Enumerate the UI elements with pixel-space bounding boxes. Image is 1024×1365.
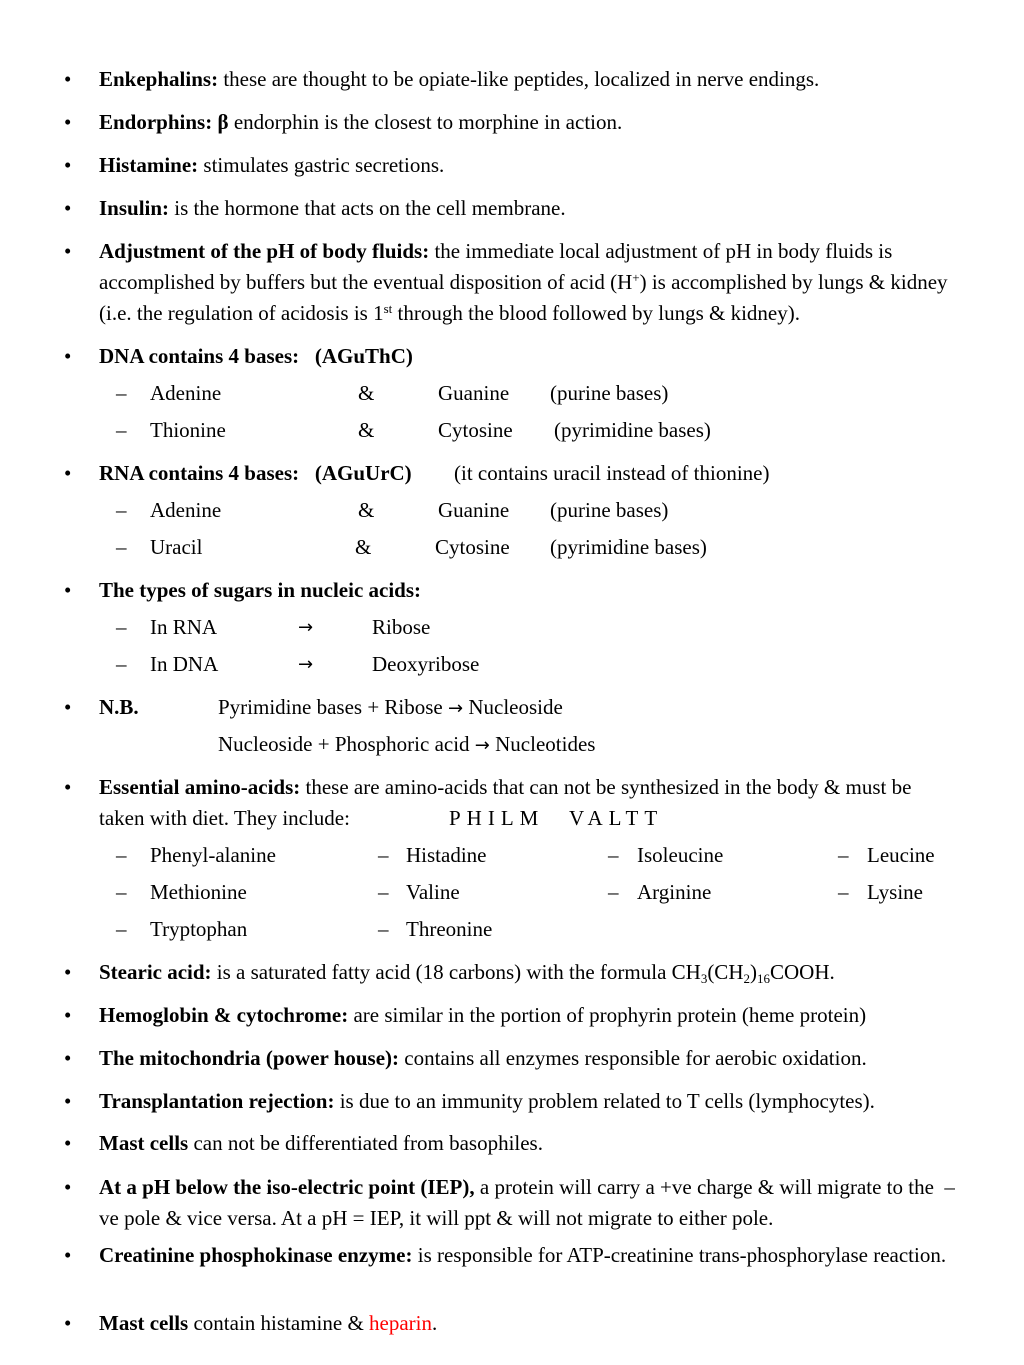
nucleic-acid: In DNA [150, 652, 219, 676]
definition: ) is accomplished by lungs & kidney (i.e. the regulation of acidosis is 1 [99, 270, 948, 325]
bullet: • [64, 1089, 72, 1113]
dash: – [378, 917, 389, 941]
sugar-name: Deoxyribose [372, 652, 480, 676]
ampersand: & [358, 381, 375, 405]
definition: are similar in the portion of prophyrin protein (heme protein) [348, 1003, 867, 1027]
dash: – [116, 917, 127, 941]
sugar-name: Ribose [372, 615, 431, 639]
dash: – [838, 843, 849, 867]
formula-part: ) [749, 960, 757, 984]
term: Essential amino-acids: [99, 775, 301, 799]
sub-item [0, 495, 1024, 526]
dash: – [838, 880, 849, 904]
dash: – [116, 615, 127, 639]
ampersand: & [358, 418, 375, 442]
definition: a protein will carry a +ve charge & will migrate to the – ve pole & vice versa. At a pH = IEP, it will ppt & will not migrate to either pole. [99, 1175, 961, 1230]
definition: endorphin is the closest to morphine in action. [228, 110, 623, 134]
base-name: Guanine [438, 498, 510, 522]
dash: – [116, 880, 127, 904]
mnemonic: PHILM [449, 806, 545, 830]
ampersand: & [358, 498, 375, 522]
definition: contains all enzymes responsible for aerobic oxidation. [399, 1046, 867, 1070]
bullet: • [64, 461, 72, 485]
subscript: 3 [700, 971, 708, 986]
term: Transplantation rejection: [99, 1089, 335, 1113]
amino-acid: Lysine [867, 880, 923, 904]
term: DNA contains 4 bases: (AGuThC) [99, 344, 413, 368]
base-type: (pyrimidine bases) [550, 535, 707, 559]
definition: contain histamine & [188, 1311, 370, 1335]
beta-symbol: β [217, 110, 229, 134]
base-name: Cytosine [435, 535, 510, 559]
bullet: • [64, 196, 72, 220]
dash: – [116, 535, 127, 559]
equation-left: Nucleoside + Phosphoric acid [218, 732, 475, 756]
bullet: • [64, 775, 72, 799]
sub-item [0, 415, 1024, 446]
bullet: • [64, 960, 72, 984]
amino-acid-row [0, 840, 1024, 871]
amino-acid: Tryptophan [150, 917, 248, 941]
dash: – [116, 381, 127, 405]
amino-acid: Valine [406, 880, 460, 904]
term: Stearic acid: [99, 960, 212, 984]
bullet: • [64, 1311, 72, 1335]
bullet: • [64, 344, 72, 368]
bullet: • [64, 67, 72, 91]
base-name: Cytosine [438, 418, 513, 442]
term: Adjustment of the pH of body fluids: [99, 239, 430, 263]
term: The types of sugars in nucleic acids: [99, 578, 422, 602]
right-arrow-icon: → [298, 617, 314, 638]
amino-acid: Isoleucine [637, 843, 724, 867]
sub-item [0, 612, 1024, 643]
dash: – [608, 880, 619, 904]
note: (it contains uracil instead of thionine) [454, 461, 770, 485]
equation-left: Pyrimidine bases + Ribose [218, 695, 448, 719]
dash: – [116, 418, 127, 442]
amino-acid: Methionine [150, 880, 247, 904]
sub-item [0, 649, 1024, 680]
dash: – [378, 880, 389, 904]
term: Insulin: [99, 196, 170, 220]
amino-acid-row [0, 914, 1024, 945]
bullet: • [64, 153, 72, 177]
term: At a pH below the iso-electric point (IEP), [99, 1175, 475, 1199]
term: Hemoglobin & cytochrome: [99, 1003, 349, 1027]
definition: is the hormone that acts on the cell membrane. [169, 196, 566, 220]
term: The mitochondria (power house): [99, 1046, 400, 1070]
base-name: Adenine [150, 381, 222, 405]
term: Mast cells [99, 1311, 189, 1335]
mnemonic: VALTT [569, 806, 664, 830]
amino-acid: Histadine [406, 843, 487, 867]
term: Enkephalins: [99, 67, 219, 91]
amino-acid: Phenyl-alanine [150, 843, 276, 867]
bullet: • [64, 1175, 72, 1199]
definition: . [432, 1311, 438, 1335]
term: Creatinine phosphokinase enzyme: [99, 1243, 413, 1267]
base-name: Adenine [150, 498, 222, 522]
bullet: • [64, 1003, 72, 1027]
equation [218, 692, 563, 724]
sub-item [0, 378, 1024, 409]
definition: is responsible for ATP-creatinine trans-phosphorylase reaction. [412, 1243, 947, 1267]
definition: these are amino-acids that can not be synthesized in the body & must be taken with diet. They include: [99, 775, 912, 830]
definition: through the blood followed by lungs & kidney). [392, 301, 800, 325]
equation-right: Nucleoside [463, 695, 563, 719]
term: RNA contains 4 bases: (AGuUrC) [99, 461, 412, 485]
term: Endorphins: [99, 110, 213, 134]
dash: – [608, 843, 619, 867]
base-type: (purine bases) [550, 381, 669, 405]
definition: can not be differentiated from basophiles. [188, 1131, 543, 1155]
formula-part: (CH [707, 960, 744, 984]
equation [218, 729, 595, 761]
bullet: • [64, 110, 72, 134]
term: N.B. [99, 695, 139, 719]
bullet: • [64, 1131, 72, 1155]
term: Mast cells [99, 1131, 189, 1155]
dash: – [116, 498, 127, 522]
amino-acid: Threonine [406, 917, 493, 941]
definition: is a saturated fatty acid (18 carbons) with the formula CH [211, 960, 701, 984]
base-name: Guanine [438, 381, 510, 405]
term: Histamine: [99, 153, 199, 177]
right-arrow-icon: → [474, 735, 490, 756]
bullet: • [64, 578, 72, 602]
base-type: (purine bases) [550, 498, 669, 522]
definition: is due to an immunity problem related to T cells (lymphocytes). [334, 1089, 875, 1113]
highlighted-word: heparin [369, 1311, 433, 1335]
dash: – [378, 843, 389, 867]
dash: – [116, 843, 127, 867]
base-type: (pyrimidine bases) [554, 418, 711, 442]
sub-item [0, 532, 1024, 563]
amino-acid-row [0, 877, 1024, 908]
subscript: 2 [743, 971, 750, 986]
equation-right: Nucleotides [489, 732, 596, 756]
bullet: • [64, 695, 72, 719]
bullet: • [64, 1243, 72, 1267]
nucleic-acid: In RNA [150, 615, 218, 639]
right-arrow-icon: → [448, 698, 464, 719]
subscript: 16 [756, 971, 770, 986]
bullet: • [64, 239, 72, 263]
bullet: • [64, 1046, 72, 1070]
right-arrow-icon: → [298, 654, 314, 675]
definition: these are thought to be opiate-like peptides, localized in nerve endings. [218, 67, 820, 91]
formula-part: COOH. [769, 960, 835, 984]
base-name: Uracil [150, 535, 203, 559]
amino-acid: Leucine [867, 843, 935, 867]
base-name: Thionine [150, 418, 226, 442]
definition: the immediate local adjustment of pH in body fluids is accomplished by buffers but the eventual disposition of acid (H [99, 239, 893, 294]
ampersand: & [355, 535, 372, 559]
definition: stimulates gastric secretions. [198, 153, 445, 177]
superscript: st [383, 301, 393, 316]
dash: – [116, 652, 127, 676]
amino-acid: Arginine [637, 880, 712, 904]
superscript: + [632, 270, 640, 285]
